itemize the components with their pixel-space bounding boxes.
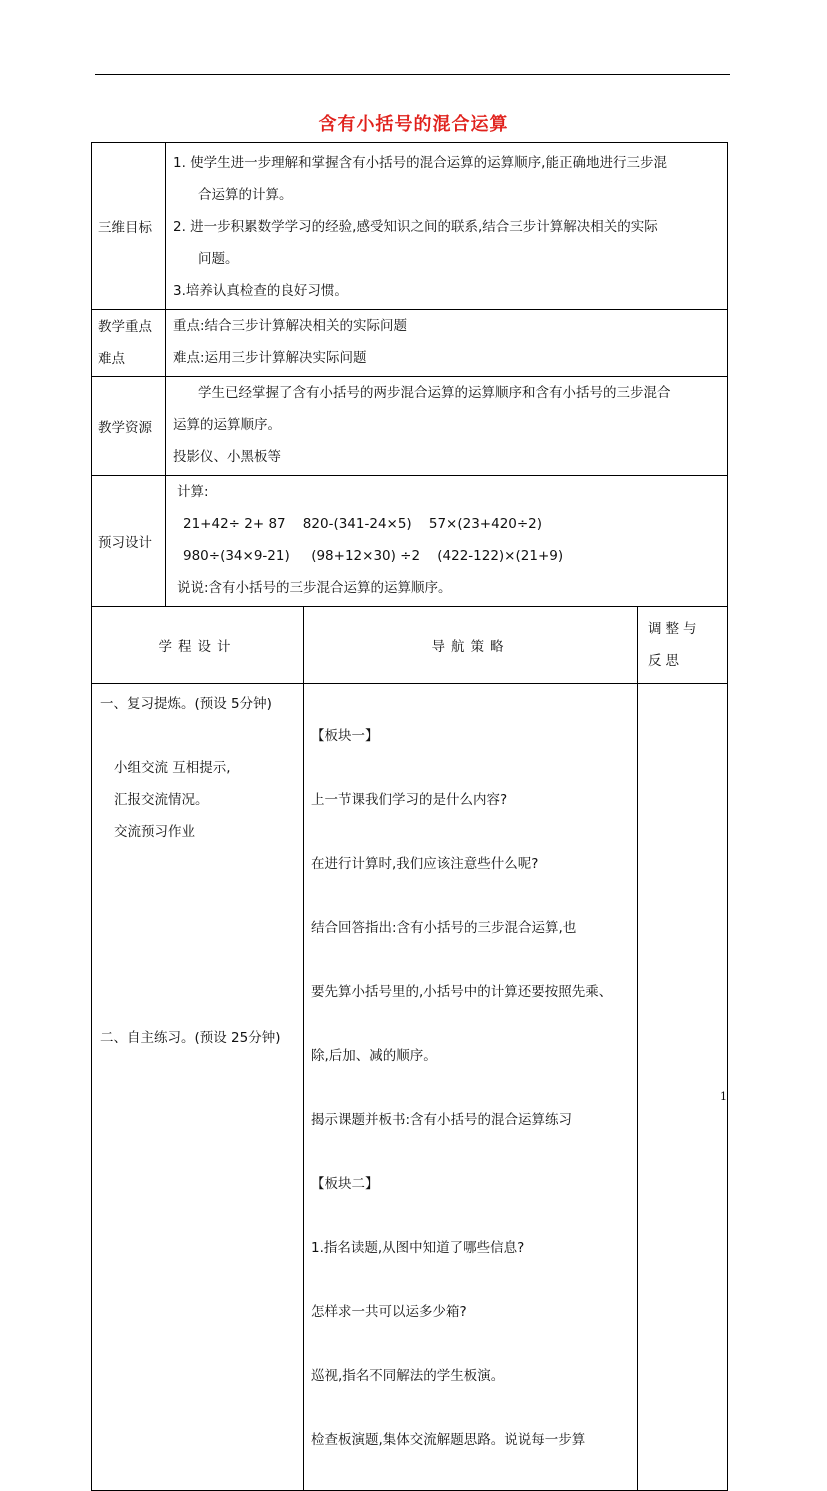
resources-label: 教学资源 xyxy=(92,377,166,476)
goal-line: 合运算的计算。 xyxy=(198,187,293,203)
goal-line: 2. 进一步积累数学学习的经验,感受知识之间的联系,结合三步计算解决相关的实际 xyxy=(173,219,658,235)
strategy-line: 【板块二】 xyxy=(311,1176,379,1192)
row-resources xyxy=(92,377,728,476)
column-header-strategy: 导航策略 xyxy=(304,607,638,684)
strategy-line: 检查板演题,集体交流解题思路。说说每一步算 xyxy=(311,1432,586,1448)
row-focus xyxy=(92,310,728,377)
row-preview xyxy=(92,476,728,607)
header-rule xyxy=(95,74,730,75)
strategy-line: 在进行计算时,我们应该注意些什么呢? xyxy=(311,856,539,872)
strategy-line: 除,后加、减的顺序。 xyxy=(311,1048,437,1064)
focus-label xyxy=(92,310,166,377)
preview-math-row: 21+42÷ 2+ 87 820-(341-24×5) 57×(23+420÷2) xyxy=(183,516,543,532)
strategy-line: 【板块一】 xyxy=(311,728,379,744)
goals-content xyxy=(166,143,728,310)
lesson-plan-table xyxy=(91,142,728,1491)
strategy-line: 要先算小括号里的,小括号中的计算还要按照先乘、 xyxy=(311,984,613,1000)
goal-line: 1. 使学生进一步理解和掌握含有小括号的混合运算的运算顺序,能正确地进行三步混 xyxy=(173,155,667,171)
strategy-line: 1.指名读题,从图中知道了哪些信息? xyxy=(311,1240,525,1256)
focus-content xyxy=(166,310,728,377)
goal-line: 3.培养认真检查的良好习惯。 xyxy=(173,283,348,299)
design-section: 一、复习提炼。(预设 5分钟) xyxy=(100,696,272,712)
column-header-reflect xyxy=(638,607,728,684)
preview-content xyxy=(166,476,728,607)
resources-line: 投影仪、小黑板等 xyxy=(173,449,281,465)
page-number: 1 xyxy=(720,1090,727,1103)
spacer xyxy=(100,720,297,752)
focus-line: 重点:结合三步计算解决相关的实际问题 xyxy=(173,318,408,334)
column-header-reflect-text: 调整与反思 xyxy=(648,621,701,669)
focus-label-1: 教学重点 xyxy=(98,319,152,335)
reflect-cell xyxy=(638,684,728,1491)
row-column-headers xyxy=(92,607,728,684)
focus-label-2: 难点 xyxy=(98,351,125,367)
design-item: 小组交流 互相提示, xyxy=(114,760,231,776)
design-section: 二、自主练习。(预设 25分钟) xyxy=(100,1030,281,1046)
focus-line: 难点:运用三步计算解决实际问题 xyxy=(173,350,367,366)
preview-heading: 计算: xyxy=(177,484,209,500)
resources-content xyxy=(166,377,728,476)
strategy-line: 上一节课我们学习的是什么内容? xyxy=(311,792,508,808)
preview-note: 说说:含有小括号的三步混合运算的运算顺序。 xyxy=(177,580,452,596)
goal-line: 问题。 xyxy=(198,251,239,267)
spacer xyxy=(100,848,297,1022)
design-item: 汇报交流情况。 xyxy=(114,792,209,808)
preview-label: 预习设计 xyxy=(92,476,166,607)
strategy-cell xyxy=(304,684,638,1491)
design-cell xyxy=(92,684,304,1491)
page-title: 含有小括号的混合运算 xyxy=(318,114,509,135)
strategy-line: 怎样求一共可以运多少箱? xyxy=(311,1304,467,1320)
resources-line: 运算的运算顺序。 xyxy=(173,417,281,433)
column-header-design: 学程设计 xyxy=(92,607,304,684)
row-body xyxy=(92,684,728,1491)
strategy-line: 结合回答指出:含有小括号的三步混合运算,也 xyxy=(311,920,577,936)
design-item: 交流预习作业 xyxy=(114,824,195,840)
resources-line: 学生已经掌握了含有小括号的两步混合运算的运算顺序和含有小括号的三步混合 xyxy=(198,385,671,401)
goals-label: 三维目标 xyxy=(92,143,166,310)
row-goals xyxy=(92,143,728,310)
strategy-line: 揭示课题并板书:含有小括号的混合运算练习 xyxy=(311,1112,573,1128)
strategy-line: 巡视,指名不同解法的学生板演。 xyxy=(311,1368,505,1384)
preview-math-row: 980÷(34×9-21) (98+12×30) ÷2 (422-122)×(21+9) xyxy=(183,548,564,564)
